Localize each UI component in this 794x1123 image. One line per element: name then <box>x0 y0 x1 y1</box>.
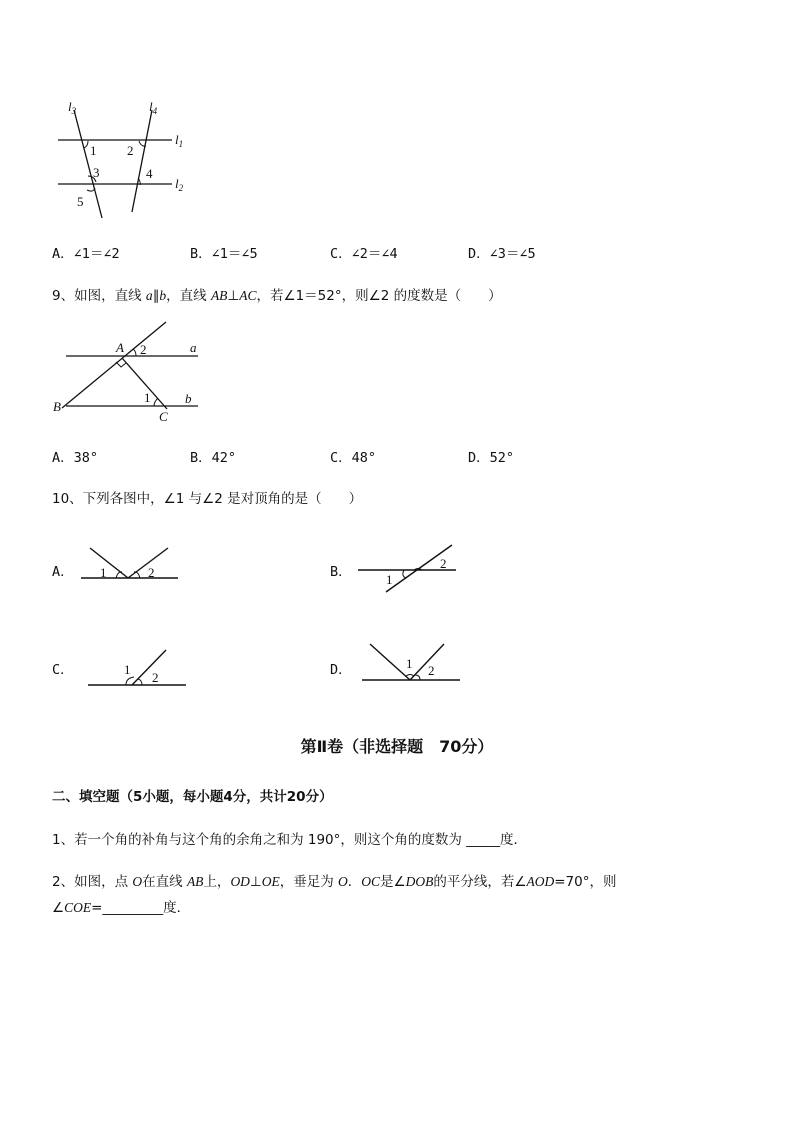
label-angle-2: 2 <box>428 663 435 678</box>
q10-option-c-figure[interactable] <box>86 644 190 690</box>
q8-option-c[interactable]: C．∠2＝∠4 <box>330 246 398 262</box>
label-l1: $l_1$ <box>175 132 184 149</box>
label-angle-4: 4 <box>146 166 153 181</box>
angle-arc-1 <box>84 141 88 148</box>
label-angle-1: 1 <box>406 656 413 671</box>
ray <box>132 650 166 685</box>
angle-arc-2 <box>133 349 136 356</box>
fill-question-1: 1、若一个角的补角与这个角的余角之和为 190°，则这个角的度数为 _____度． <box>52 832 527 848</box>
fill-question-2-line2: ∠COE=_________度． <box>52 900 191 916</box>
label-angle-1: 1 <box>144 390 151 405</box>
label-angle-1: 1 <box>100 565 107 580</box>
angle-arc-1 <box>154 398 158 406</box>
q8-option-d[interactable]: D．∠3＝∠5 <box>468 246 536 262</box>
q10-option-c-letter[interactable]: C． <box>52 662 74 678</box>
q10-stem: 10、下列各图中，∠1 与∠2 是对顶角的是（ ） <box>52 491 363 507</box>
q9-option-b[interactable]: B．42° <box>190 450 237 466</box>
q10-option-b-letter[interactable]: B． <box>330 564 352 580</box>
q8-figure <box>48 96 198 221</box>
q10-option-a-letter[interactable]: A． <box>52 564 74 580</box>
label-A: A <box>116 340 124 355</box>
label-l3: $l_3$ <box>68 99 77 116</box>
label-angle-5: 5 <box>77 194 84 209</box>
label-angle-2: 2 <box>148 565 155 580</box>
q8-option-b[interactable]: B．∠1＝∠5 <box>190 246 258 262</box>
label-angle-2: 2 <box>440 556 447 571</box>
arc-2 <box>138 679 142 685</box>
label-angle-2: 2 <box>140 342 147 357</box>
q10-option-d-figure[interactable] <box>360 638 464 684</box>
label-angle-1: 1 <box>90 143 97 158</box>
label-angle-2: 2 <box>152 670 159 685</box>
label-l2: $l_2$ <box>175 176 184 193</box>
arc-2 <box>415 675 420 680</box>
label-l4: $l_4$ <box>149 99 158 116</box>
label-angle-3: 3 <box>93 165 100 180</box>
q9-option-d[interactable]: D．52° <box>468 450 515 466</box>
arc-1 <box>403 570 406 578</box>
label-angle-2: 2 <box>127 143 134 158</box>
q10-option-a-figure[interactable] <box>78 540 182 584</box>
ray-left <box>370 644 410 680</box>
q9-stem: 9、如图，直线 a∥b，直线 AB⊥AC，若∠1＝52°，则∠2 的度数是（ ） <box>52 288 502 304</box>
line-l4 <box>132 110 152 212</box>
label-angle-1: 1 <box>124 662 131 677</box>
q9-option-a[interactable]: A．38° <box>52 450 99 466</box>
part2-title: 第Ⅱ卷（非选择题 70分） <box>300 737 494 756</box>
q10-option-d-letter[interactable]: D． <box>330 662 352 678</box>
q9-figure <box>48 318 208 426</box>
label-C: C <box>159 409 168 424</box>
fill-question-2-line1: 2、如图，点 O在直线 AB上，OD⊥OE，垂足为 O．OC是∠DOB的平分线，若∠AOD=70°，则 <box>52 874 617 890</box>
q9-option-c[interactable]: C．48° <box>330 450 377 466</box>
q10-option-b-figure[interactable] <box>356 540 460 596</box>
label-a: a <box>190 340 197 355</box>
arc-1 <box>406 675 414 677</box>
label-b: b <box>185 391 192 406</box>
q8-option-a[interactable]: A．∠1＝∠2 <box>52 246 120 262</box>
fill-section-heading: 二、填空题（5小题，每小题4分，共计20分） <box>52 789 333 805</box>
label-B: B <box>53 399 61 414</box>
ray-left <box>90 548 128 578</box>
label-angle-1: 1 <box>386 572 393 587</box>
